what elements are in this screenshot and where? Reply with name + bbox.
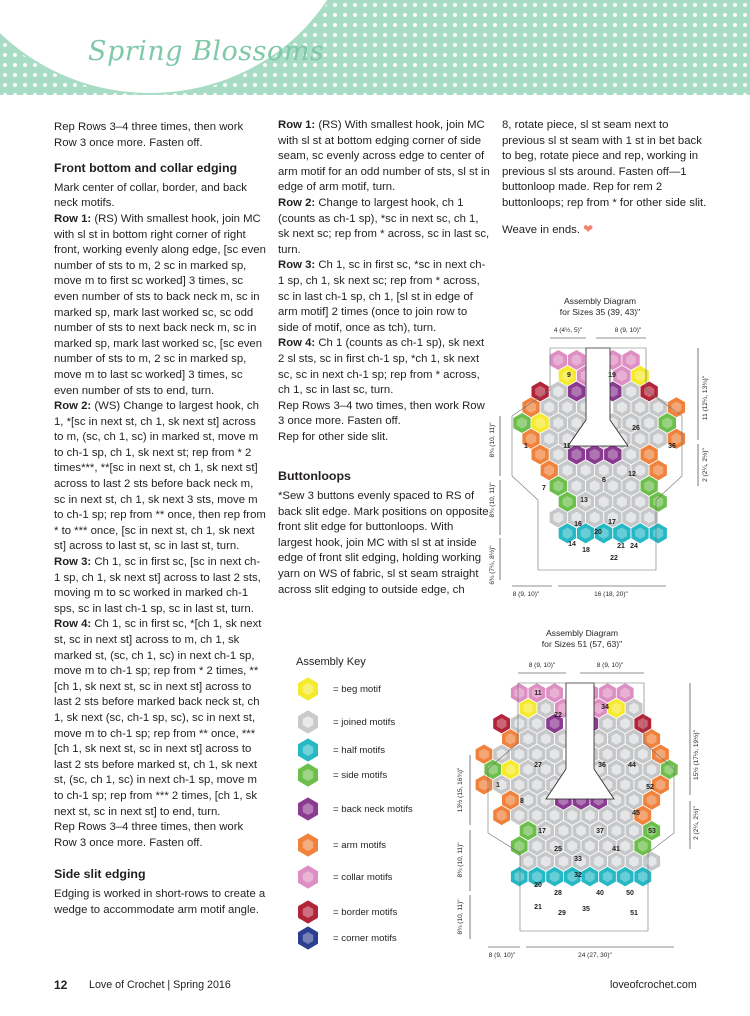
dimension-label: 8¾ (10, 11)": [489, 482, 496, 518]
dimension-label: 8 (9, 10)": [488, 952, 516, 959]
key-label: = border motifs: [333, 906, 398, 918]
motif-number: 29: [558, 910, 566, 917]
row-text: Ch 1, sc in first sc, *sc in next ch-1 sp, ch 1, sk next sc; rep from * across, sc in last ch-1 sp, ch 1, [sl st in edge of arm motif] 2 times (once to join row to side of motif, once as tch), turn.: [278, 259, 486, 334]
motif-number: 36: [598, 762, 606, 769]
motif-number: 51: [630, 910, 638, 917]
motif-number: 11: [534, 690, 542, 697]
row-text: (RS) With smallest hook, join MC with sl st at bottom edging corner of side seam, sc evenly across edge to center of arm motif for an odd number of sts, sl st in edge of arm motif, turn.: [278, 119, 490, 194]
motif-number: 18: [582, 547, 590, 554]
motif-swatch-icon: [293, 864, 323, 890]
dimension-label: 8¾ (10, 11)": [457, 842, 464, 878]
key-row: [293, 796, 413, 822]
dimension-label: 13½ (15, 16¾)": [457, 767, 464, 813]
key-label: = arm motifs: [333, 839, 387, 851]
row-instruction: [278, 118, 490, 196]
key-label: = back neck motifs: [333, 803, 413, 815]
dimension-label: 8 (9, 10)": [512, 591, 540, 598]
motif-number: 36: [668, 443, 676, 450]
motif-number: 12: [628, 471, 636, 478]
paragraph: Rep Rows 3–4 three times, then work Row 3 once more. Fasten off.: [54, 121, 244, 149]
row-text: Ch 1 (counts as ch-1 sp), sk next 2 sl sts, sc in first ch-1 sp, *ch 1, sk next sc, sc in next ch-1 sp; rep from * across, ch 1, sc in last sc, turn.: [278, 337, 485, 397]
key-label: = collar motifs: [333, 871, 393, 883]
row-instruction: [278, 336, 490, 398]
paragraph: Rep Rows 3–4 two times, then work Row 3 once more. Fasten off.: [278, 399, 485, 428]
row-instruction: [54, 212, 266, 399]
motif-number: 20: [534, 882, 542, 889]
motif-swatch-icon: [293, 832, 323, 858]
key-row: [293, 737, 385, 763]
row-label: Row 2:: [54, 400, 92, 413]
key-label: = beg motif: [333, 683, 381, 695]
motif-number: 22: [554, 712, 562, 719]
dimension-label: 8¾ (10, 11)": [489, 422, 496, 458]
section-heading: Front bottom and collar edging: [54, 161, 238, 176]
motif-number: 28: [554, 890, 562, 897]
motif-number: 27: [534, 762, 542, 769]
heart-icon: ❤: [583, 221, 594, 236]
paragraph: [502, 222, 714, 239]
dimension-label: 16 (18, 20)": [594, 591, 628, 598]
motif-swatch-icon: [293, 925, 323, 951]
motif-number: 1: [496, 782, 500, 789]
dimension-label: 4 (4½, 5)": [553, 327, 583, 334]
row-text: (RS) With smallest hook, join MC with sl st in bottom right corner of right front, working evenly along edge, [sc even number of sts to m, 2 sc in marked sp, move m to first sc worked] 3 times, sc even number of sts to back neck m, sc in marked sp, mark last worked sc, sc odd number of sts to next back neck m, sc in marked sp, mark last worked sc, [sc even number of sts to m, 2 sc in marked sp, move m to last sc worked] 3 times, sc even number of sts to end, turn.: [54, 212, 266, 397]
motif-number: 8: [520, 798, 524, 805]
motif-number: 20: [594, 529, 602, 536]
key-row: [293, 832, 386, 858]
key-label: = corner motifs: [333, 932, 397, 944]
motif-number: 17: [538, 828, 546, 835]
motif-number: 41: [612, 846, 620, 853]
motif-swatch-icon: [293, 676, 323, 702]
diagram-1-caption: Assembly Diagram for Sizes 35 (39, 43)": [559, 296, 641, 317]
motif-number: 9: [567, 372, 571, 379]
dimension-label: 8¾ (10, 11)": [457, 899, 464, 935]
page-number: 12: [54, 978, 68, 992]
row-instruction: [278, 258, 490, 336]
row-text: Change to largest hook, ch 1 (counts as ch-1 sp), *sc in next sc, ch 1, sk next sc; rep from * across, sc in last sc, turn.: [278, 196, 490, 256]
key-row: [293, 899, 397, 925]
dimension-label: 24 (27, 30)": [578, 952, 612, 959]
row-text: Ch 1, sc in first sc, [sc in next ch-1 sp, ch 1, sk next st] across to last 2 sts, moving m to sc worked in marked ch-1 sps, sc in last ch-1 sp, sc in last st, turn.: [54, 556, 261, 615]
motif-number: 24: [630, 543, 638, 550]
motif-number: 11: [563, 443, 571, 450]
paragraph: Rep for other side slit.: [278, 430, 389, 443]
motif-number: 7: [542, 485, 546, 492]
text-column-3: [502, 118, 714, 238]
dimension-label: 8 (9, 10)": [614, 327, 642, 334]
key-row: [293, 709, 395, 735]
motif-number: 50: [626, 890, 634, 897]
motif-number: 32: [574, 872, 582, 879]
motif-number: 52: [646, 784, 654, 791]
row-label: Row 3:: [278, 259, 316, 272]
motif-number: 21: [617, 543, 625, 550]
motif-number: 1: [524, 443, 528, 450]
assembly-diagram-1: [486, 320, 716, 605]
motif-swatch-icon: [293, 762, 323, 788]
row-label: Row 3:: [54, 556, 92, 569]
dimension-label: 6¾ (7¼, 8½)": [489, 545, 496, 585]
motif-swatch-icon: [293, 899, 323, 925]
motif-number: 16: [574, 521, 582, 528]
website: loveofcrochet.com: [610, 979, 697, 991]
dimension-label: 8 (9, 10)": [596, 662, 624, 669]
motif-number: 6: [602, 477, 606, 484]
paragraph: Mark center of collar, border, and back neck motifs.: [54, 181, 247, 210]
motif-number: 44: [628, 762, 636, 769]
motif-number: 53: [648, 828, 656, 835]
row-label: Row 4:: [54, 618, 92, 631]
dimension-label: 15½ (17½, 19½)": [693, 729, 700, 781]
motif-number: 13: [580, 497, 588, 504]
key-row: [293, 762, 387, 788]
assembly-diagram-2: [450, 655, 710, 965]
motif-number: 45: [632, 810, 640, 817]
key-label: = joined motifs: [333, 716, 396, 728]
key-label: = half motifs: [333, 744, 385, 756]
motif-number: 19: [608, 372, 616, 379]
motif-swatch-icon: [293, 796, 323, 822]
diagram-2-caption: Assembly Diagram for Sizes 51 (57, 63)": [541, 628, 623, 649]
key-row: [293, 676, 381, 702]
key-label: = side motifs: [333, 769, 388, 781]
publication-line: Love of Crochet | Spring 2016: [89, 979, 231, 991]
row-label: Row 2:: [278, 196, 316, 209]
dimension-label: 2 (2¼, 2½)": [693, 806, 700, 840]
row-text: (WS) Change to largest hook, ch 1, *[sc in next st, ch 1, sk next st] across to m, (sc, ch 1, sc) in marked st, move m to ch-1 sp, ch 1, sk next st; rep from * 2 times***, **[sc in next st, ch 1, sk next st] across to last 2 sts before back neck m, sc in next st, ch 1, sk next 3 sts, move m to ch-1 sp; rep from ** once, then rep from * to *** once, [sc in next st, ch 1, sk next st] across to last st, sc in last st, turn.: [54, 400, 266, 553]
dimension-label: 8 (9, 10)": [528, 662, 556, 669]
assembly-key-title: Assembly Key: [296, 656, 366, 668]
motif-number: 14: [568, 541, 576, 548]
motif-number: 22: [610, 555, 618, 562]
row-instruction: [54, 617, 266, 820]
row-instruction: [54, 399, 266, 555]
row-instruction: [54, 555, 266, 617]
text-column-2: [278, 118, 490, 598]
motif-number: 26: [632, 425, 640, 432]
dimension-label: 2 (2¼, 2½)": [702, 448, 709, 482]
motif-number: 37: [596, 828, 604, 835]
motif-number: 40: [596, 890, 604, 897]
weave-text: Weave in ends.: [502, 223, 580, 236]
row-text: Ch 1, sc in first sc, *[ch 1, sk next st, sc in next st] across to m, ch 1, sk marked st, (sc, ch 1, sc) in next ch-1 sp, move m to ch-1 sp; rep from * 2 times, **[ch 1, sk next st, sc in next st] across to last 2 sts before marked back neck st, ch 1, sk next (sc, ch-1 sp, sc), sc in next st, move m to ch-1 sp; rep from ** once, ***[ch 1, sk next st, sc in next st] across to last 2 sts before marked st, ch 1, sk next st, (sc, ch 1, sc) in next ch-1 sp, move m to ch-1 sp; rep from *** 2 times, [ch 1, sk next st, sc in next st] to end, turn.: [54, 618, 262, 818]
dimension-label: 11 (12¼, 13¾)": [702, 375, 709, 421]
motif-number: 35: [582, 906, 590, 913]
motif-swatch-icon: [293, 737, 323, 763]
section-heading: Side slit edging: [54, 867, 146, 882]
paragraph: Edging is worked in short-rows to create a wedge to accommodate arm motif angle.: [54, 887, 266, 916]
row-label: Row 1:: [54, 212, 92, 225]
key-row: [293, 925, 397, 951]
page-title: Spring Blossoms: [88, 36, 325, 67]
paragraph: *Sew 3 buttons evenly spaced to RS of back slit edge. Mark positions on opposite front slit edge for buttonloops. With largest hook, join MC with sl st at inside edge of front slit edging, holding working yarn on WS of fabric, sl st seam straight across slit edging to outside edge, ch: [278, 490, 489, 596]
paragraph: Rep Rows 3–4 three times, then work Row 3 once more. Fasten off.: [54, 821, 244, 849]
row-label: Row 4:: [278, 337, 316, 350]
text-column-1: [54, 120, 266, 918]
motif-number: 21: [534, 904, 542, 911]
row-instruction: [278, 196, 490, 258]
motif-number: 25: [554, 846, 562, 853]
motif-number: 33: [574, 856, 582, 863]
motif-number: 34: [601, 704, 609, 711]
motif-number: 17: [608, 519, 616, 526]
section-heading: Buttonloops: [278, 469, 351, 484]
paragraph: 8, rotate piece, sl st seam next to previous sl st seam with 1 st in bet back to beg, rotate piece and rep, working in previous sl sts around. Fasten off—1 buttonloop made. Rep for rem 2 buttonloops; rep from * for other side slit.: [502, 119, 707, 209]
key-row: [293, 864, 392, 890]
motif-swatch-icon: [293, 709, 323, 735]
row-label: Row 1:: [278, 119, 316, 131]
